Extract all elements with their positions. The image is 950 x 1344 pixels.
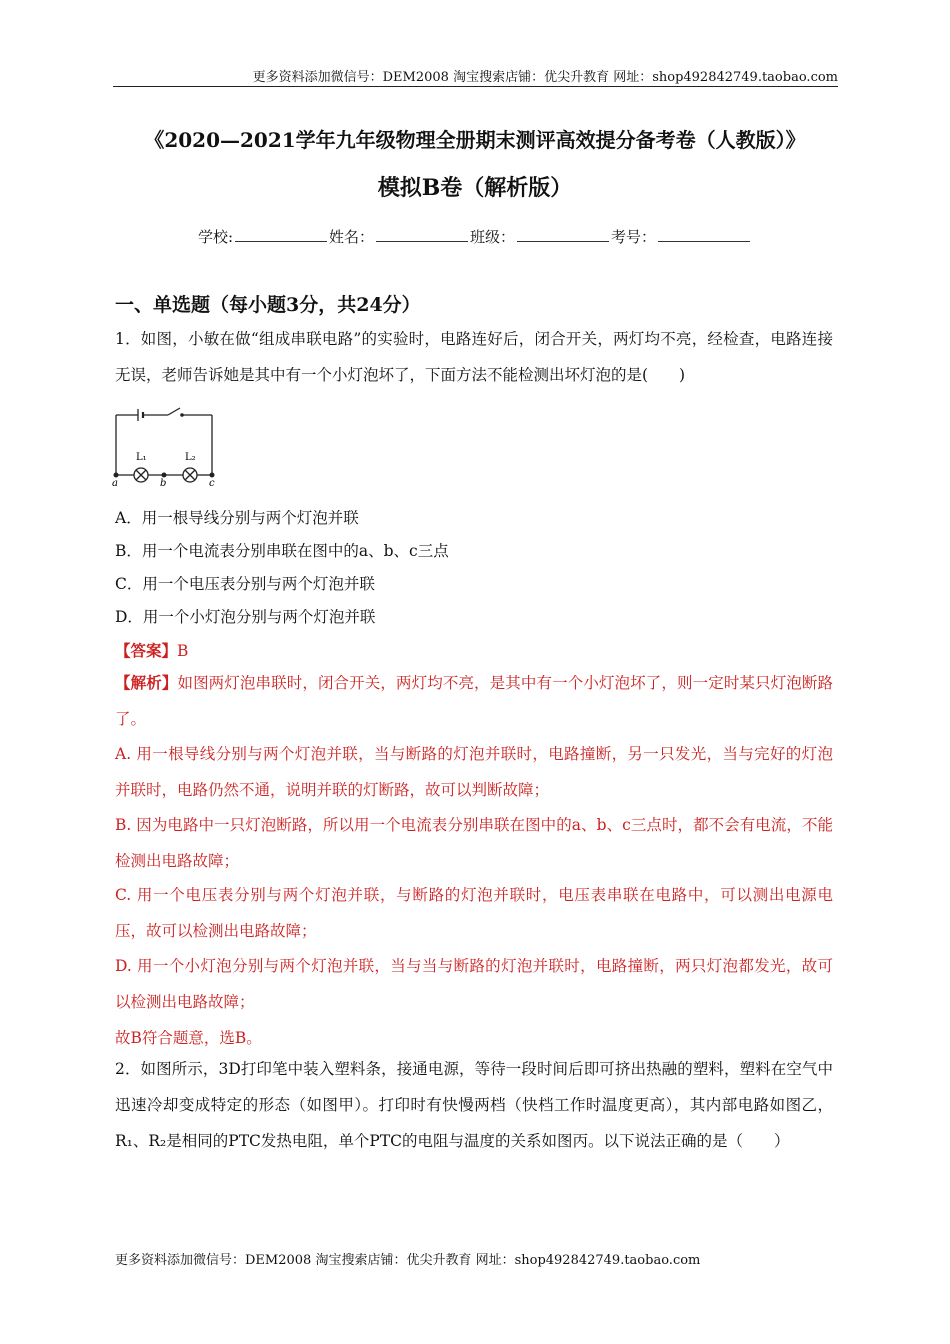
document-subtitle: 模拟B卷（解析版） bbox=[377, 175, 573, 201]
document-title: 《2020—2021学年九年级物理全册期末测评高效提分备考卷（人教版）》 bbox=[144, 128, 806, 152]
answer-line bbox=[115, 639, 188, 661]
lamp-l1-label: L₁ bbox=[136, 452, 147, 463]
analysis-label: 【解析】 bbox=[115, 673, 178, 692]
option-d: D．用一个小灯泡分别与两个灯泡并联 bbox=[115, 608, 376, 626]
page-footer: 更多资料添加微信号：DEM2008 淘宝搜索店铺：优尖升教育 网址：shop492842749.taobao.com bbox=[115, 1253, 701, 1268]
lamp-l2-label: L₂ bbox=[185, 452, 196, 463]
section-heading: 一、单选题（每小题3分，共24分） bbox=[115, 294, 421, 316]
option-b: B．用一个电流表分别串联在图中的a、b、c三点 bbox=[115, 542, 449, 560]
class-blank bbox=[517, 226, 609, 242]
option-a: A．用一根导线分别与两个灯泡并联 bbox=[115, 509, 359, 527]
header-divider bbox=[113, 86, 838, 87]
analysis-paragraph bbox=[115, 665, 833, 737]
node-b-dot bbox=[162, 473, 167, 478]
question-2-stem: 2．如图所示，3D打印笔中装入塑料条，接通电源，等待一段时间后即可挤出热融的塑料，塑料在空气中迅速冷却变成特定的形态（如图甲）。打印时有快慢两档（快档工作时温度更高），其内部电路如图乙，R₁、R₂是相同的PTC发热电阻，单个PTC的电阻与温度的关系如图丙。以下说法正确的是（ ） bbox=[115, 1060, 833, 1150]
switch-contact bbox=[180, 413, 184, 417]
node-c-dot bbox=[210, 473, 215, 478]
explain-c: C. 用一个电压表分别与两个灯泡并联，与断路的灯泡并联时，电压表串联在电路中，可以测出电源电压，故可以检测出电路故障； bbox=[115, 886, 833, 940]
option-c: C．用一个电压表分别与两个灯泡并联 bbox=[115, 575, 375, 593]
explain-b: B. 因为电路中一只灯泡断路，所以用一个电流表分别串联在图中的a、b、c三点时，都不会有电流，不能检测出电路故障； bbox=[115, 816, 833, 870]
class-label: 班级： bbox=[470, 228, 516, 246]
number-blank bbox=[658, 226, 750, 242]
answer-label: 【答案】 bbox=[115, 641, 178, 660]
node-b-label: b bbox=[160, 478, 167, 488]
analysis-text: 如图两灯泡串联时，闭合开关，两灯均不亮，是其中有一个小灯泡坏了，则一定时某只灯泡断路了。 bbox=[115, 674, 833, 728]
school-label: 学校: bbox=[197, 228, 233, 246]
number-label: 考号： bbox=[611, 228, 657, 246]
circuit-figure bbox=[108, 400, 223, 488]
node-a-dot bbox=[114, 473, 119, 478]
name-blank bbox=[376, 226, 468, 242]
answer-value: B bbox=[177, 642, 189, 660]
node-a-label: a bbox=[112, 478, 118, 488]
explain-d: D. 用一个小灯泡分别与两个灯泡并联，当与当与断路的灯泡并联时，电路撞断，两只灯泡都发光，故可以检测出电路故障； bbox=[115, 957, 833, 1011]
student-info-fields bbox=[0, 226, 950, 247]
school-blank bbox=[235, 226, 327, 242]
explain-a: A. 用一根导线分别与两个灯泡并联，当与断路的灯泡并联时，电路撞断，另一只发光，当与完好的灯泡并联时，电路仍然不通，说明并联的灯断路，故可以判断故障； bbox=[115, 745, 833, 799]
name-label: 姓名： bbox=[329, 228, 375, 246]
question-1-stem: 1．如图，小敏在做“组成串联电路”的实验时，电路连好后，闭合开关，两灯均不亮，经检查，电路连接无误，老师告诉她是其中有一个小灯泡坏了，下面方法不能检测出坏灯泡的是( ) bbox=[115, 330, 833, 384]
conclusion: 故B符合题意，选B。 bbox=[115, 1029, 262, 1047]
page-header: 更多资料添加微信号：DEM2008 淘宝搜索店铺：优尖升教育 网址：shop492842749.taobao.com bbox=[252, 70, 838, 85]
node-c-label: c bbox=[209, 478, 215, 488]
